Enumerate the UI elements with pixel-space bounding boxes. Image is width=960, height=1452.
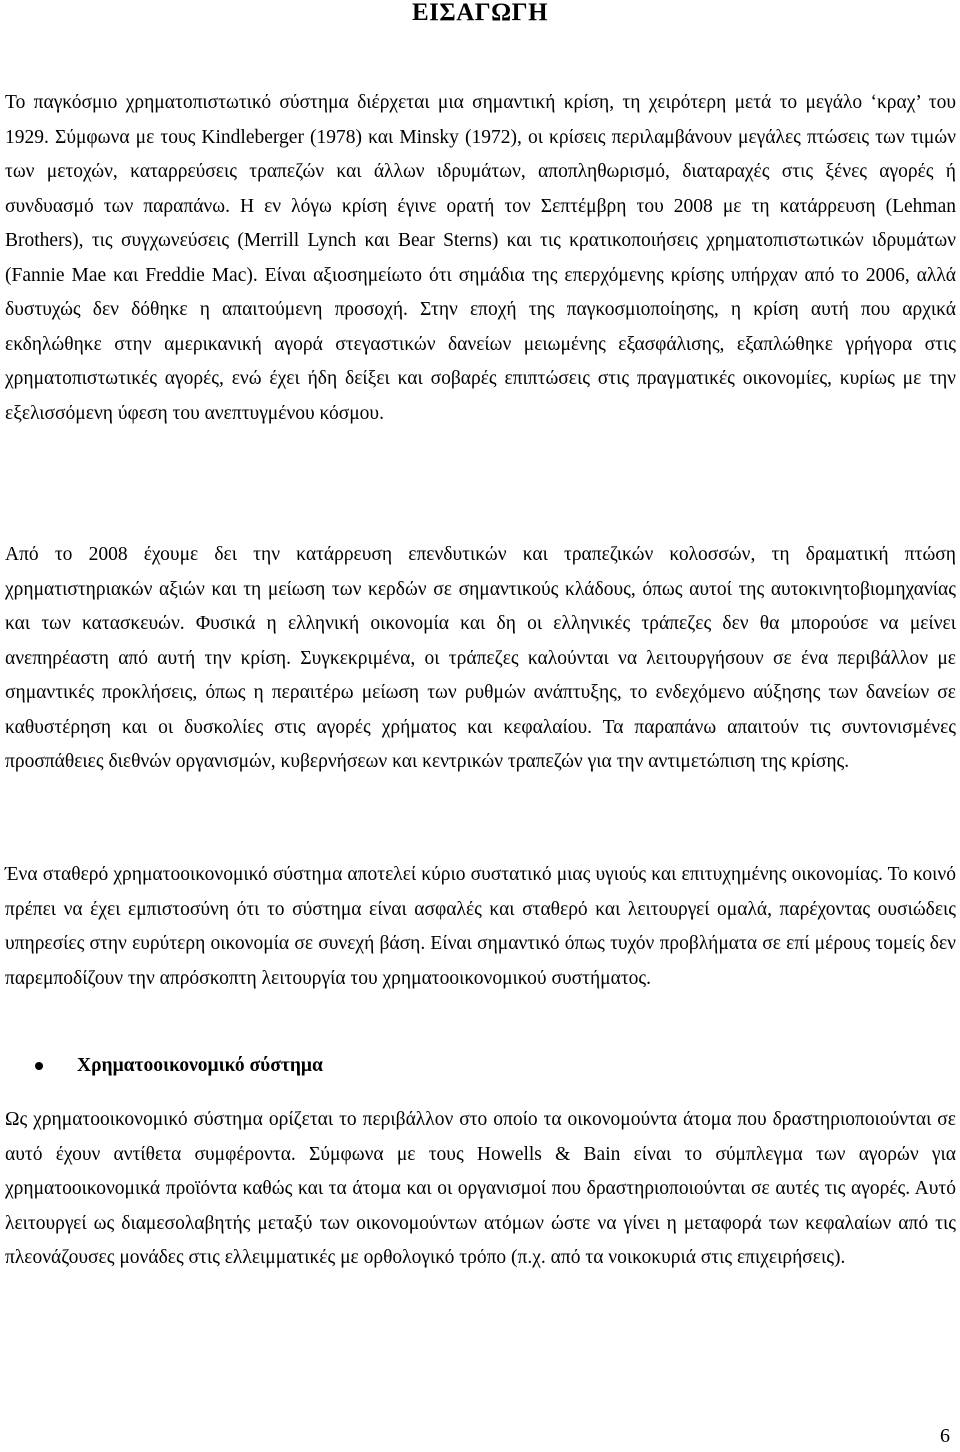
bullet-icon	[35, 1062, 43, 1070]
page-number: 6	[940, 1425, 950, 1447]
paragraph-stable-system: Ένα σταθερό χρηματοοικονομικό σύστημα αποτελεί κύριο συστατικό μιας υγιούς και επιτυχημένης οικονομίας. Το κοινό πρέπει να έχει εμπιστοσύνη ότι το σύστημα είναι ασφαλές και σταθερό και λειτουργεί ομαλά, παρέχοντας ουσιώδεις υπηρεσίες στην ευρύτερη οικονομία σε συνεχή βάση. Είναι σημαντικό όπως τυχόν προβλήματα σε επί μέρους τομείς δεν παρεμποδίζουν την απρόσκοπτη λειτουργία του χρηματοοικονομικού συστήματος.	[5, 864, 956, 989]
section-heading-row	[35, 1049, 323, 1083]
page-title: ΕΙΣΑΓΩΓΗ	[411, 0, 549, 26]
paragraph-crisis-effects: Από το 2008 έχουμε δει την κατάρρευση επενδυτικών και τραπεζικών κολοσσών, τη δραματική πτώση χρηματιστηριακών αξιών και τη μείωση των κερδών σε σημαντικούς κλάδους, όπως αυτοί της αυτοκινητοβιομηχανίας και των κατασκευών. Φυσικά η ελληνική οικονομία και δη οι ελληνικές τράπεζες δεν θα μπορούσε να μείνει ανεπηρέαστη από αυτή την κρίση. Συγκεκριμένα, οι τράπεζες καλούνται να λειτουργήσουν σε ένα περιβάλλον με σημαντικές προκλήσεις, όπως η περαιτέρω μείωση των ρυθμών ανάπτυξης, το ενδεχόμενο αύξησης των δανείων σε καθυστέρηση και οι δυσκολίες στις αγορές χρήματος και κεφαλαίου. Τα παραπάνω απαιτούν τις συντονισμένες προσπάθειες διεθνών οργανισμών, κυβερνήσεων και κεντρικών τραπεζών για την αντιμετώπιση της κρίσης.	[5, 544, 956, 772]
paragraph-financial-system: Ως χρηματοοικονομικό σύστημα ορίζεται το περιβάλλον στο οποίο τα οικονομούντα άτομα που δραστηριοποιούνται σε αυτό έχουν αντίθετα συμφέροντα. Σύμφωνα με τους Howells & Bain είναι το σύμπλεγμα των αγορών για χρηματοοικονομικά προϊόντα καθώς και τα άτομα και οι οργανισμοί που δραστηριοποιούνται σε αυτές τις αγορές. Αυτό λειτουργεί ως διαμεσολαβητής μεταξύ των οικονομούντων ατόμων ώστε να γίνει η μεταφορά των κεφαλαίων από τις πλεονάζουσες μονάδες στις ελλειμματικές με ορθολογικό τρόπο (π.χ. από τα νοικοκυριά στις επιχειρήσεις).	[5, 1109, 956, 1268]
section-heading: Χρηματοοικονομικό σύστημα	[77, 1055, 323, 1076]
paragraph-intro: Το παγκόσμιο χρηματοπιστωτικό σύστημα διέρχεται μια σημαντική κρίση, τη χειρότερη μετά το μεγάλο ‘κραχ’ του 1929. Σύμφωνα με τους Kindleberger (1978) και Minsky (1972), οι κρίσεις περιλαμβάνουν μεγάλες πτώσεις των τιμών των μετοχών, καταρρεύσεις τραπεζών και άλλων ιδρυμάτων, αποπληθωρισμό, διαταραχές στις ξένες αγορές ή συνδυασμό των παραπάνω. Η εν λόγω κρίση έγινε ορατή τον Σεπτέμβρη του 2008 με τη κατάρρευση (Lehman Brothers), τις συγχωνεύσεις (Merrill Lynch και Bear Sterns) και τις κρατικοποιήσεις χρηματοπιστωτικών ιδρυμάτων (Fannie Mae και Freddie Mac). Είναι αξιοσημείωτο ότι σημάδια της επερχόμενης κρίσης υπήρχαν από το 2006, αλλά δυστυχώς δεν δόθηκε η απαιτούμενη προσοχή. Στην εποχή της παγκοσμιοποίησης, η κρίση αυτή που αρχικά εκδηλώθηκε στην αμερικανική αγορά στεγαστικών δανείων μειωμένης εξασφάλισης, εξαπλώθηκε γρήγορα στις χρηματοπιστωτικές αγορές, ενώ έχει ήδη δείξει και σοβαρές επιπτώσεις στις πραγματικές οικονομίες, κυρίως με την εξελισσόμενη ύφεση του ανεπτυγμένου κόσμου.	[5, 92, 956, 424]
